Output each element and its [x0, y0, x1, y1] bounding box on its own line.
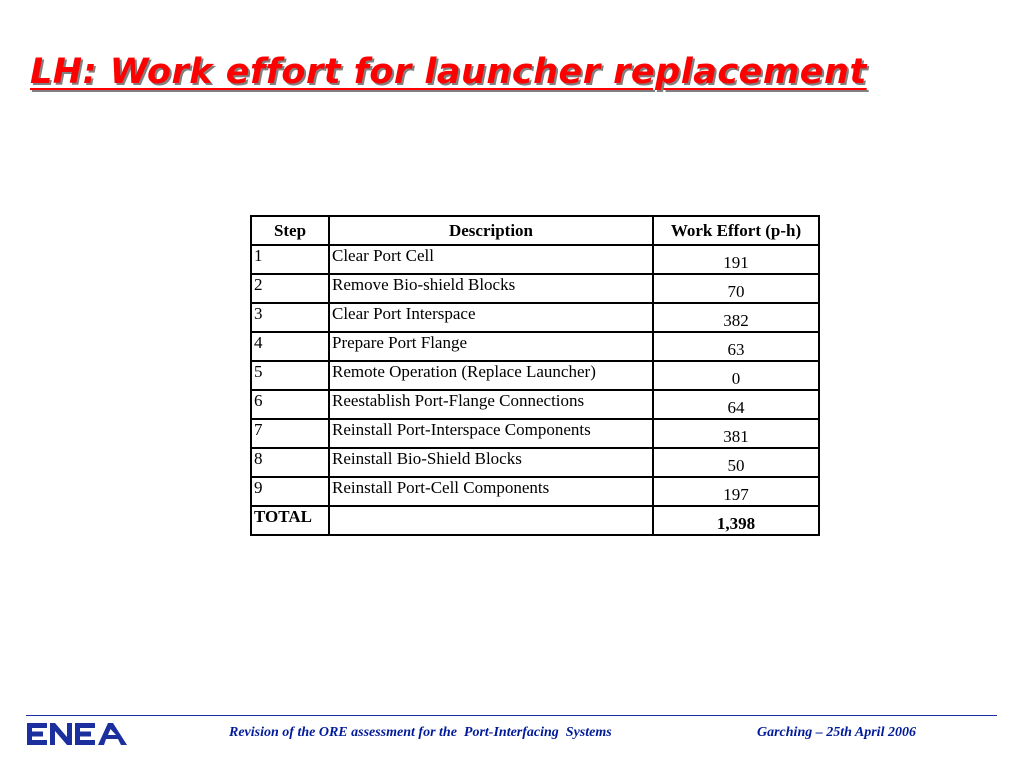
description-cell: Prepare Port Flange — [329, 332, 653, 361]
step-cell: 1 — [251, 245, 329, 274]
table-row — [251, 419, 819, 448]
work-effort-table — [250, 215, 820, 536]
effort-cell: 197 — [653, 477, 819, 506]
total-effort-cell: 1,398 — [653, 506, 819, 535]
step-cell: 2 — [251, 274, 329, 303]
enea-logo — [27, 722, 127, 746]
total-row — [251, 506, 819, 535]
description-cell: Remote Operation (Replace Launcher) — [329, 361, 653, 390]
table-row — [251, 448, 819, 477]
header-work-effort: Work Effort (p-h) — [653, 216, 819, 245]
description-cell: Reinstall Port-Interspace Components — [329, 419, 653, 448]
effort-cell: 64 — [653, 390, 819, 419]
step-cell: 5 — [251, 361, 329, 390]
slide-title: LH: Work effort for launcher replacement — [30, 52, 867, 92]
effort-cell: 382 — [653, 303, 819, 332]
step-cell: 7 — [251, 419, 329, 448]
effort-cell: 191 — [653, 245, 819, 274]
effort-cell: 70 — [653, 274, 819, 303]
table-row — [251, 303, 819, 332]
header-step: Step — [251, 216, 329, 245]
description-cell: Clear Port Interspace — [329, 303, 653, 332]
table-row — [251, 274, 819, 303]
step-cell: 3 — [251, 303, 329, 332]
total-description-cell — [329, 506, 653, 535]
table-row — [251, 332, 819, 361]
total-label-cell: TOTAL — [251, 506, 329, 535]
effort-cell: 63 — [653, 332, 819, 361]
footer-presentation-title: Revision of the ORE assessment for the Port-Interfacing Systems — [229, 725, 612, 740]
table-header-row — [251, 216, 819, 245]
step-cell: 4 — [251, 332, 329, 361]
effort-cell: 0 — [653, 361, 819, 390]
step-cell: 8 — [251, 448, 329, 477]
table-row — [251, 390, 819, 419]
effort-cell: 50 — [653, 448, 819, 477]
table-row — [251, 245, 819, 274]
effort-cell: 381 — [653, 419, 819, 448]
step-cell: 6 — [251, 390, 329, 419]
footer-divider — [26, 715, 997, 716]
description-cell: Reinstall Bio-Shield Blocks — [329, 448, 653, 477]
description-cell: Reestablish Port-Flange Connections — [329, 390, 653, 419]
header-description: Description — [329, 216, 653, 245]
description-cell: Clear Port Cell — [329, 245, 653, 274]
table-row — [251, 361, 819, 390]
description-cell: Remove Bio-shield Blocks — [329, 274, 653, 303]
description-cell: Reinstall Port-Cell Components — [329, 477, 653, 506]
step-cell: 9 — [251, 477, 329, 506]
footer-location-date: Garching – 25th April 2006 — [757, 725, 916, 740]
table-row — [251, 477, 819, 506]
